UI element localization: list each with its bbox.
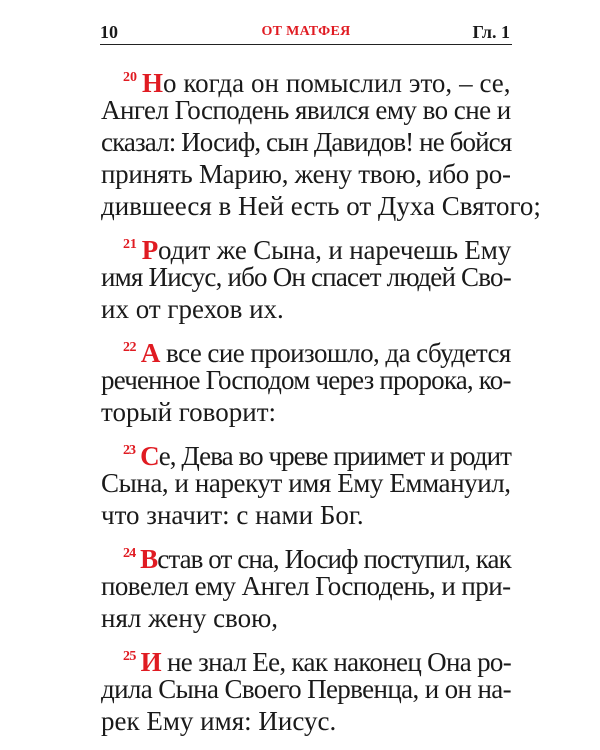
header-rule xyxy=(100,44,512,45)
verse-number: 20 xyxy=(123,70,137,85)
verse-line xyxy=(101,158,513,190)
verse-25 xyxy=(101,641,513,737)
verse-text: о когда он помыслил это, – се, xyxy=(163,68,511,98)
verse-21 xyxy=(101,229,513,325)
scripture-text xyxy=(101,62,541,737)
verse-text: все сие произошло, да сбудется xyxy=(159,338,511,368)
chapter-label: Гл. 1 xyxy=(472,22,510,42)
verse-text: торый говорит: xyxy=(101,397,276,427)
verse-number: 24 xyxy=(123,546,136,561)
verse-text: став от сна, Иосиф поступил, как xyxy=(157,544,511,574)
verse-line xyxy=(101,364,513,396)
verse-text: дившееся в Ней есть от Духа Святого; xyxy=(101,191,541,221)
verse-initial: В xyxy=(140,544,158,574)
verse-23 xyxy=(101,435,513,531)
book-title: ОТ МАТФЕЯ xyxy=(261,24,351,39)
verse-22 xyxy=(101,332,513,428)
verse-line xyxy=(101,570,513,602)
verse-text: дила Сына Своего Первенца, и он на- xyxy=(101,674,512,704)
verse-text: е, Дева во чреве приимет и родит xyxy=(158,441,511,471)
verse-line xyxy=(101,293,513,325)
verse-initial: С xyxy=(140,441,159,471)
verse-text: не знал Ее, как наконец Она ро- xyxy=(160,647,512,677)
verse-line xyxy=(101,467,513,499)
verse-initial: Р xyxy=(141,235,159,265)
verse-text: сказал: Иосиф, сын Давидов! не бойся xyxy=(101,127,512,157)
verse-text: принять Марию, жену твою, ибо ро- xyxy=(101,159,511,189)
verse-line xyxy=(101,435,513,471)
verse-line xyxy=(101,673,513,705)
verse-line xyxy=(101,190,541,222)
verse-text: одит же Сына, и наречешь Ему xyxy=(158,235,512,265)
verse-initial: И xyxy=(140,647,161,677)
verse-line xyxy=(101,126,513,158)
verse-20 xyxy=(101,62,541,222)
verse-initial: Н xyxy=(142,68,164,98)
verse-number: 25 xyxy=(123,649,136,664)
verse-text: их от грехов их. xyxy=(101,294,284,324)
verse-initial: А xyxy=(140,338,160,368)
verse-line xyxy=(101,538,513,574)
verse-line xyxy=(101,94,513,126)
verse-line xyxy=(101,396,513,428)
verse-line xyxy=(101,641,513,677)
verse-text: рек Ему имя: Иисус. xyxy=(101,706,337,736)
verse-line xyxy=(101,229,513,265)
verse-line xyxy=(101,62,513,98)
verse-line xyxy=(101,261,513,293)
verse-line xyxy=(101,332,513,368)
verse-number: 21 xyxy=(123,237,137,252)
verse-text: Сына, и нарекут имя Ему Еммануил, xyxy=(101,468,511,498)
verse-text: что значит: с нами Бог. xyxy=(101,500,364,530)
verse-text: повелел ему Ангел Господень, и при- xyxy=(101,571,511,601)
verse-text: нял жену свою, xyxy=(101,603,279,633)
page-number: 10 xyxy=(100,22,118,42)
verse-line xyxy=(101,602,513,634)
verse-24 xyxy=(101,538,513,634)
verse-number: 23 xyxy=(123,443,136,458)
verse-number: 22 xyxy=(123,340,136,355)
running-header xyxy=(100,18,512,44)
verse-line xyxy=(101,705,513,737)
verse-text: имя Иисус, ибо Он спасет людей Сво- xyxy=(101,262,511,292)
verse-line xyxy=(101,499,513,531)
verse-text: реченное Господом через пророка, ко- xyxy=(101,365,511,395)
verse-text: Ангел Господень явился ему во сне и xyxy=(101,95,511,125)
